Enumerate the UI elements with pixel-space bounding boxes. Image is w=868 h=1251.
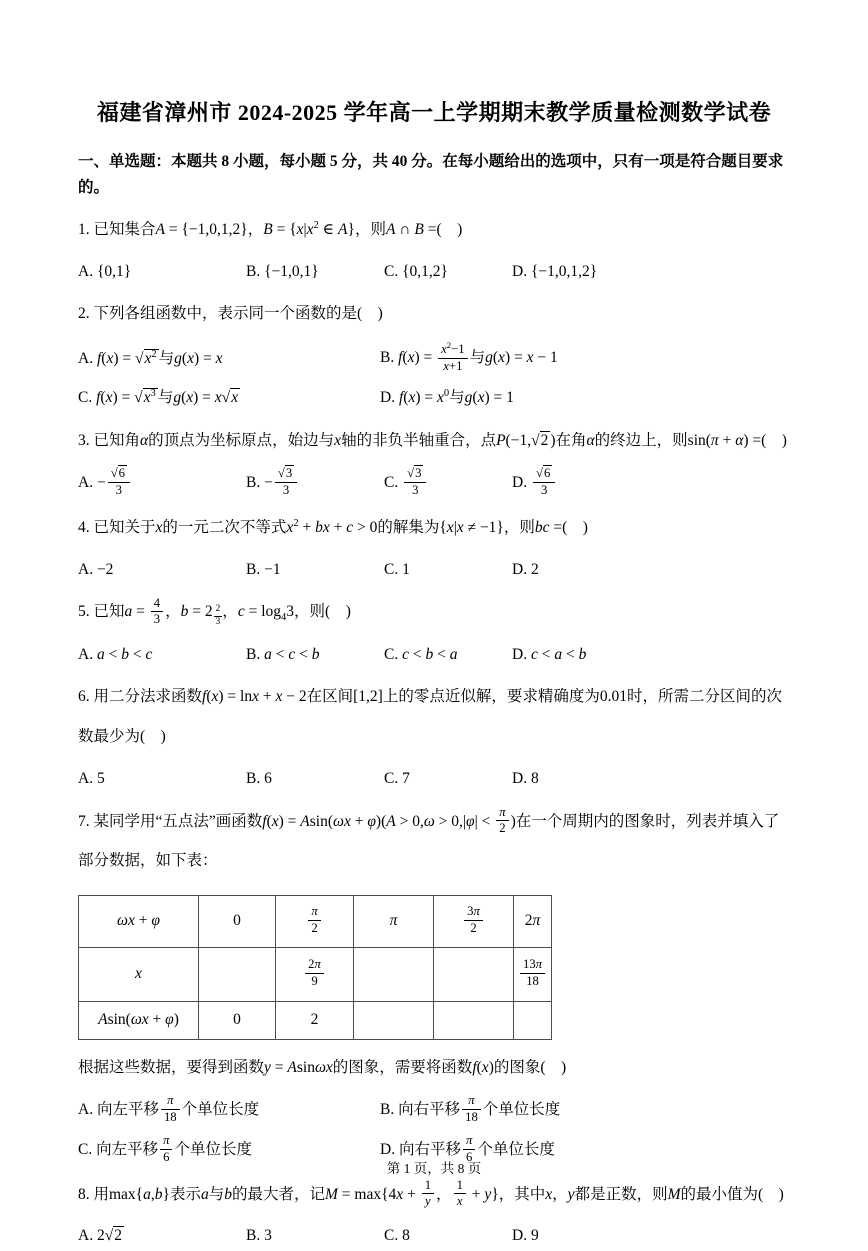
question-4-option-b: B. −1 — [246, 560, 281, 578]
table-cell: $\frac{3\pi}{2}$ — [434, 895, 514, 947]
question-6 — [78, 677, 790, 793]
table-cell: 0 — [199, 895, 276, 947]
question-5-stem: 5. 已知a = $\frac{4}{3}$ ，b = 2 $\frac{2}{3}$ ，$c = \log_43$，则( ) — [78, 595, 351, 627]
question-2 — [78, 294, 790, 413]
table-cell: 0 — [199, 1001, 276, 1039]
question-3-option-b: B. − $\frac{√3}{3}$ — [246, 467, 384, 500]
table-cell — [199, 947, 276, 1001]
question-3-option-d: D. $\frac{√6}{3}$ — [512, 467, 790, 500]
page-footer — [0, 1157, 868, 1177]
question-2-option-a: A. $f(x) = √x^2$ 与g(x) = x — [78, 348, 223, 367]
question-8-option-d: D. 9 — [512, 1227, 539, 1245]
table-cell: ωx + φ — [79, 895, 199, 947]
table-cell: 2π — [514, 895, 552, 947]
question-1-option-a: A. {0,1} — [78, 262, 132, 280]
question-1-option-d: D. {−1,0,1,2} — [512, 262, 598, 280]
question-6-option-b: B. 6 — [246, 769, 272, 787]
question-3-option-c: C. $\frac{√3}{3}$ — [384, 467, 512, 500]
question-8-options — [78, 1221, 790, 1251]
question-5-option-c: C. c < b < a — [384, 645, 458, 663]
question-8-option-b: B. 3 — [246, 1227, 272, 1245]
question-7-option-c: C. 向左平移 $\frac{\pi}{6}$ 个单位长度 — [78, 1132, 252, 1164]
question-4-option-a: A. −2 — [78, 560, 114, 578]
page-title: 福建省漳州市 2024-2025 学年高一上学期期末教学质量检测数学试卷 — [96, 100, 772, 125]
question-8-option-c: C. 8 — [384, 1227, 410, 1245]
question-7 — [78, 802, 790, 1167]
table-cell: $\frac{\pi}{2}$ — [276, 895, 354, 947]
question-1-option-c: C. {0,1,2} — [384, 262, 448, 280]
table-cell — [354, 947, 434, 1001]
question-5-options — [78, 639, 790, 669]
question-1-option-b: B. {−1,0,1} — [246, 262, 319, 280]
question-6-option-c: C. 7 — [384, 769, 410, 787]
question-8-option-a: A. 2√2 — [78, 1227, 122, 1245]
question-6-stem: 6. 用二分法求函数f(x) = lnx + x − 2在区间[1,2]上的零点近似解，要求精确度为0.01时，所需二分区间的次数最少为( ) — [78, 688, 782, 745]
question-6-option-a: A. 5 — [78, 769, 105, 787]
table-cell: 2 — [276, 1001, 354, 1039]
table-cell — [434, 947, 514, 1001]
table-cell: $\frac{13\pi}{18}$ — [514, 947, 552, 1001]
question-3-options — [78, 467, 790, 500]
section-header: 一、单选题：本题共 8 小题，每小题 5 分，共 40 分。在每小题给出的选项中，只有一项是符合题目要求的。 — [78, 153, 784, 197]
question-7-option-a: A. 向左平移 $\frac{\pi}{18}$ 个单位长度 — [78, 1093, 260, 1124]
question-7-option-d: D. 向右平移 $\frac{\pi}{6}$ 个单位长度 — [380, 1132, 555, 1164]
question-5-option-d: D. c < a < b — [512, 645, 587, 663]
question-8 — [78, 1175, 790, 1251]
question-4-options — [78, 554, 790, 584]
question-2-option-c: C. $f(x) = √x^3$ 与g(x) = x√x — [78, 388, 239, 407]
table-row-x — [79, 947, 552, 1001]
table-row-value — [79, 1001, 552, 1039]
question-3-stem: 3. 已知角α的顶点为坐标原点，始边与x轴的非负半轴重合，点P(−1,√2 )在角α的终边上，则sin(π + α) =( ) — [78, 431, 787, 449]
question-2-options-row-1 — [78, 341, 790, 376]
question-8-stem: 8. 用max{a,b}表示a与b的最大者，记M = max{4x + $\frac{1}{y}$ ， $\frac{1}{x}$ + y}，其中x，y都是正数，则M的最小值为( ) — [78, 1177, 784, 1209]
question-5 — [78, 592, 790, 669]
question-2-options-row-2 — [78, 383, 790, 413]
question-2-option-b: B. f(x) = $\frac{x^2-1}{x+1}$ 与g(x) = x − 1 — [380, 339, 558, 373]
question-1-stem: 1. 已知集合A = {−1,0,1,2}，$B = \{x|x^2$ ∈ A}，则A ∩ B =( ) — [78, 219, 463, 238]
table-row-phase — [79, 895, 552, 947]
question-2-option-d: D. $f(x) = x^0$与g(x) = 1 — [380, 388, 514, 407]
table-cell: x — [79, 947, 199, 1001]
table-cell — [514, 1001, 552, 1039]
page-number: 第 1 页，共 8 页 — [386, 1161, 482, 1176]
question-4 — [78, 508, 790, 585]
question-1-options — [78, 256, 790, 286]
table-cell: $\frac{2\pi}{9}$ — [276, 947, 354, 1001]
question-4-option-c: C. 1 — [384, 560, 410, 578]
question-7-option-b: B. 向右平移 $\frac{\pi}{18}$ 个单位长度 — [380, 1093, 561, 1124]
question-6-option-d: D. 8 — [512, 769, 539, 787]
table-cell — [354, 1001, 434, 1039]
table-cell: π — [354, 895, 434, 947]
question-2-stem: 2. 下列各组函数中，表示同一个函数的是( ) — [78, 305, 383, 323]
question-4-option-d: D. 2 — [512, 560, 539, 578]
question-5-option-a: A. a < b < c — [78, 645, 153, 663]
question-3-option-a: A. − $\frac{√6}{3}$ — [78, 467, 246, 500]
question-4-stem: 4. 已知关于x的一元二次不等式$x^2$ + bx + c > 0的解集为{x|x ≠ −1}，则bc =( ) — [78, 517, 588, 536]
question-7-options-row-1 — [78, 1094, 790, 1127]
question-7-followup: 根据这些数据，要得到函数y = Asinωx的图象，需要将函数f(x)的图象( ) — [78, 1058, 567, 1076]
question-5-option-b: B. a < c < b — [246, 645, 320, 663]
question-7-stem: 7. 某同学用“五点法”画函数f(x) = Asin(ωx + φ)(A > 0,ω > 0,|φ| < $\frac{\pi}{2}$ )在一个周期内的图象时，列表并填入了部分数据，如下表： — [78, 804, 780, 870]
question-6-options — [78, 764, 790, 794]
question-1 — [78, 210, 790, 287]
five-point-method-table — [78, 895, 552, 1040]
table-cell: Asin(ωx + φ) — [79, 1001, 199, 1039]
question-3 — [78, 421, 790, 500]
table-cell — [434, 1001, 514, 1039]
